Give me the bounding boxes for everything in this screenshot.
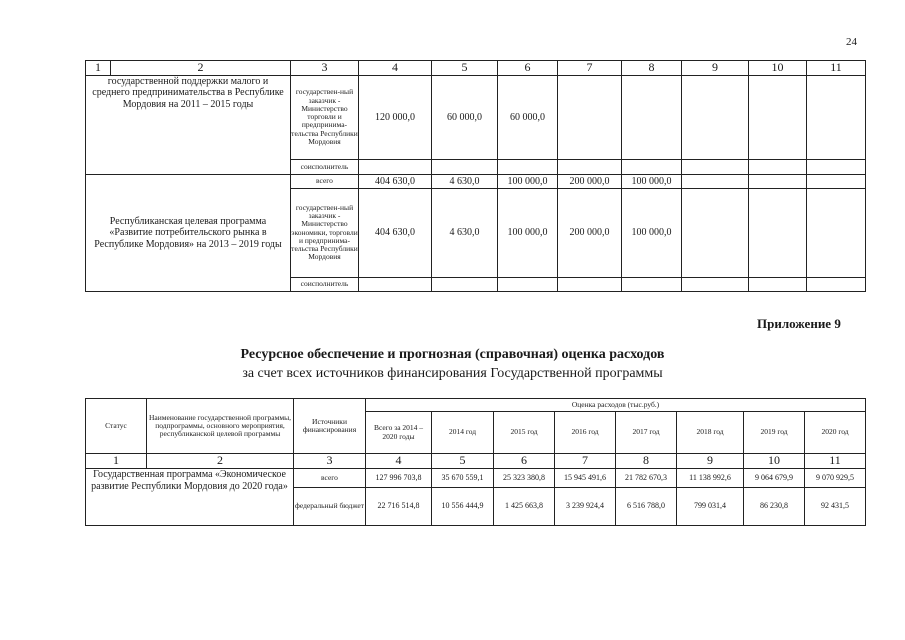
value-cell [498, 159, 558, 174]
value-cell [622, 277, 682, 291]
resource-table [85, 398, 866, 526]
value-cell: 10 556 444,9 [432, 488, 494, 526]
value-cell: 9 070 929,5 [805, 469, 866, 488]
value-cell [359, 277, 432, 291]
value-cell [682, 188, 749, 277]
header-cell: 6 [498, 61, 558, 76]
estimate-header: Оценка расходов (тыс.руб.) [366, 399, 866, 412]
value-cell: 100 000,0 [622, 174, 682, 188]
value-cell: 86 230,8 [744, 488, 805, 526]
value-cell: 3 239 924,4 [555, 488, 616, 526]
year-header: 2018 год [677, 412, 744, 454]
header-cell: 5 [432, 61, 498, 76]
source-label-cell: соисполнитель [291, 277, 359, 291]
value-cell [682, 174, 749, 188]
value-cell: 120 000,0 [359, 75, 432, 159]
value-cell: 22 716 514,8 [366, 488, 432, 526]
name-header: Наименование государственной программы, подпрограммы, основного мероприятия, республиканской целевой программы [147, 399, 294, 454]
source-label-cell: государствен-ный заказчик - Министерство экономики, торговли и предпринима-тельства Республики Мордовия [291, 188, 359, 277]
value-cell: 60 000,0 [432, 75, 498, 159]
year-header: 2016 год [555, 412, 616, 454]
value-cell: 404 630,0 [359, 188, 432, 277]
value-cell: 6 516 788,0 [616, 488, 677, 526]
value-cell [807, 277, 866, 291]
value-cell [622, 159, 682, 174]
value-cell [558, 159, 622, 174]
header-cell: 2 [111, 61, 291, 76]
year-header: 2015 год [494, 412, 555, 454]
header-cell: 11 [807, 61, 866, 76]
value-cell [432, 159, 498, 174]
program-name-cell: Республиканская целевая программа «Развитие потребительского рынка в Республике Мордовия» на 2013 – 2019 годы [86, 174, 291, 291]
source-cell: всего [294, 469, 366, 488]
value-cell: 799 031,4 [677, 488, 744, 526]
header-cell: 7 [558, 61, 622, 76]
value-cell: 200 000,0 [558, 188, 622, 277]
value-cell: 35 670 559,1 [432, 469, 494, 488]
value-cell: 15 945 491,6 [555, 469, 616, 488]
column-number-row [86, 454, 866, 469]
header-cell: 10 [749, 61, 807, 76]
value-cell: 404 630,0 [359, 174, 432, 188]
column-number: 11 [805, 454, 866, 469]
value-cell [807, 188, 866, 277]
status-header: Статус [86, 399, 147, 454]
continuation-table [85, 60, 866, 292]
document-subtitle: за счет всех источников финансирования Государственной программы [242, 366, 663, 381]
value-cell [749, 159, 807, 174]
program-name-cell: государственной поддержки малого и среднего предпринимательства в Республике Мордовия на 2011 – 2015 годы [86, 75, 291, 174]
header-cell: 9 [682, 61, 749, 76]
column-number: 1 [86, 454, 147, 469]
value-cell [682, 277, 749, 291]
value-cell [682, 159, 749, 174]
source-label-cell: всего [291, 174, 359, 188]
value-cell [749, 188, 807, 277]
document-title: Ресурсное обеспечение и прогнозная (справочная) оценка расходов [240, 347, 665, 362]
value-cell: 200 000,0 [558, 174, 622, 188]
column-number: 9 [677, 454, 744, 469]
column-number: 3 [294, 454, 366, 469]
value-cell [682, 75, 749, 159]
header-cell: 1 [86, 61, 111, 76]
appendix-label: Приложение 9 [757, 316, 841, 331]
column-number: 5 [432, 454, 494, 469]
year-header: 2014 год [432, 412, 494, 454]
table-row [86, 75, 866, 159]
value-cell: 100 000,0 [622, 188, 682, 277]
value-cell [359, 159, 432, 174]
year-header: 2020 год [805, 412, 866, 454]
value-cell: 25 323 380,8 [494, 469, 555, 488]
value-cell: 127 996 703,8 [366, 469, 432, 488]
value-cell [558, 75, 622, 159]
value-cell [622, 75, 682, 159]
column-number: 10 [744, 454, 805, 469]
table-header-row [86, 399, 866, 412]
source-cell: федеральный бюджет [294, 488, 366, 526]
value-cell: 4 630,0 [432, 188, 498, 277]
value-cell: 100 000,0 [498, 188, 558, 277]
value-cell: 60 000,0 [498, 75, 558, 159]
value-cell: 100 000,0 [498, 174, 558, 188]
column-number: 2 [147, 454, 294, 469]
value-cell [558, 277, 622, 291]
value-cell: 9 064 679,9 [744, 469, 805, 488]
header-cell: 4 [359, 61, 432, 76]
source-label-cell: государствен-ный заказчик - Министерство торговли и предпринима-тельства Республики Мордовия [291, 75, 359, 159]
value-cell [807, 159, 866, 174]
table-header-row [86, 61, 866, 76]
value-cell [498, 277, 558, 291]
value-cell [807, 75, 866, 159]
value-cell [432, 277, 498, 291]
column-number: 7 [555, 454, 616, 469]
source-label-cell: соисполнитель [291, 159, 359, 174]
year-header: Всего за 2014 – 2020 годы [366, 412, 432, 454]
value-cell: 1 425 663,8 [494, 488, 555, 526]
column-number: 6 [494, 454, 555, 469]
value-cell: 4 630,0 [432, 174, 498, 188]
value-cell [749, 174, 807, 188]
sources-header: Источники финансирования [294, 399, 366, 454]
value-cell [749, 277, 807, 291]
table-row [86, 469, 866, 488]
year-header: 2017 год [616, 412, 677, 454]
value-cell: 21 782 670,3 [616, 469, 677, 488]
value-cell [807, 174, 866, 188]
value-cell: 92 431,5 [805, 488, 866, 526]
header-cell: 8 [622, 61, 682, 76]
value-cell: 11 138 992,6 [677, 469, 744, 488]
header-cell: 3 [291, 61, 359, 76]
page-number: 24 [846, 36, 857, 48]
value-cell [749, 75, 807, 159]
column-number: 8 [616, 454, 677, 469]
table-row [86, 174, 866, 188]
program-name-cell: Государственная программа «Экономическое развитие Республики Мордовия до 2020 года» [86, 469, 294, 526]
year-header: 2019 год [744, 412, 805, 454]
column-number: 4 [366, 454, 432, 469]
